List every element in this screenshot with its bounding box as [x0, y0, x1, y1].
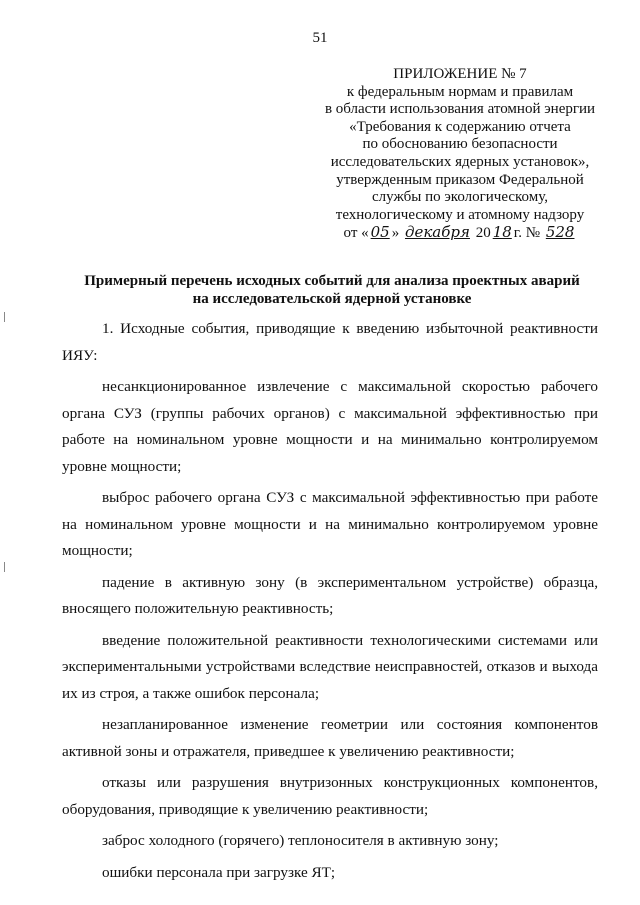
appendix-line: по обоснованию безопасности [362, 136, 558, 153]
paragraph: введение положительной реактивности технологическими системами или экспериментальными устройствами вследствие неисправностей, отказов и выхода их из строя, а также ошибок персонала; [62, 631, 598, 702]
appendix-header [290, 66, 630, 243]
paragraph: выброс рабочего органа СУЗ с максимальной эффективностью при работе на номинальном уровне мощности и на минимально контролируемом уровне мощности; [62, 489, 598, 559]
paragraph-section-1: 1. Исходные события, приводящие к введению избыточной реактивности ИЯУ: [62, 320, 598, 364]
appendix-line: «Требования к содержанию отчета [349, 118, 571, 135]
paragraph: несанкционированное извлечение с максимальной скоростью рабочего органа СУЗ (группы рабочих органов) с максимальной эффективностью при работе на номинальном уровне мощности и на минимально контролируемом уровне мощности; [62, 378, 598, 475]
order-day: 05 [370, 223, 390, 242]
scan-margin-mark [4, 312, 5, 322]
appendix-line: утвержденным приказом Федеральной [336, 171, 584, 188]
order-number-label: г. № [513, 225, 541, 242]
paragraph: падение в активную зону (в экспериментальном устройстве) образца, вносящего положительную реактивность; [62, 573, 598, 617]
document-body [62, 316, 598, 891]
document-title [62, 272, 602, 308]
page-number: 51 [312, 30, 328, 46]
appendix-line: технологическому и атомному надзору [335, 206, 585, 223]
appendix-title: ПРИЛОЖЕНИЕ № 7 [393, 66, 527, 82]
paragraph: незапланированное изменение геометрии или состояния компонентов активной зоны и отражателя, приведшее к увеличению реактивности; [62, 716, 598, 760]
paragraph: ошибки персонала при загрузке ЯТ; [102, 863, 336, 881]
order-year-prefix: 20 [475, 225, 491, 242]
paragraph: заброс холодного (горячего) теплоносителя в активную зону; [102, 832, 499, 849]
scan-margin-mark [4, 562, 5, 572]
appendix-line: к федеральным нормам и правилам [346, 83, 574, 100]
appendix-line: службы по экологическому, [372, 189, 548, 206]
order-number: 528 [545, 223, 575, 242]
order-date-prefix: от « [343, 225, 369, 242]
paragraph: отказы или разрушения внутризонных конструкционных компонентов, оборудования, приводящие к увеличению реактивности; [62, 774, 598, 818]
document-title-line-1: Примерный перечень исходных событий для анализа проектных аварий [84, 273, 580, 289]
order-date-line [290, 224, 630, 243]
order-year-suffix: 18 [492, 223, 512, 242]
order-month: декабря [404, 223, 470, 242]
appendix-line: в области использования атомной энергии [324, 101, 596, 118]
document-title-line-2: на исследовательской ядерной установке [192, 291, 472, 307]
order-date-quote: » [391, 225, 400, 242]
appendix-line: исследовательских ядерных установок», [330, 153, 590, 170]
